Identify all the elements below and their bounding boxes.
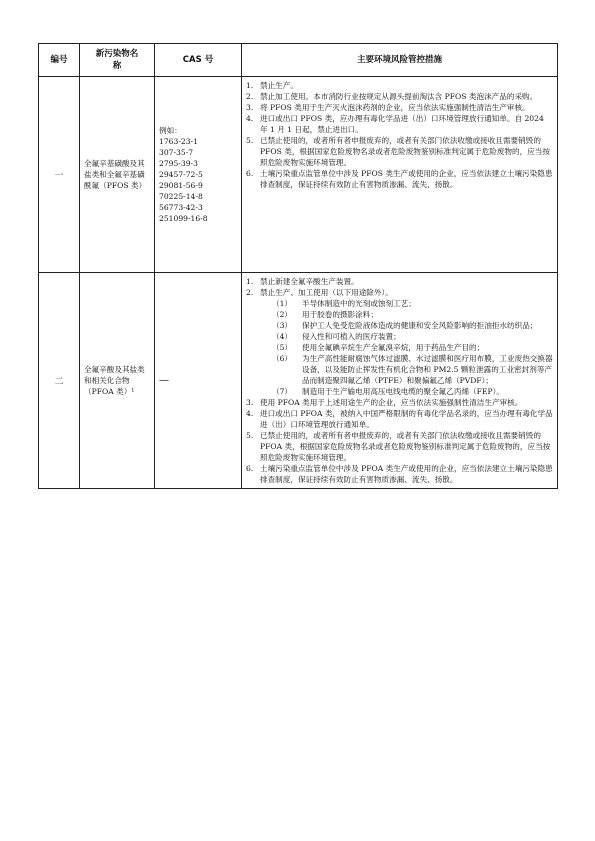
item-text: 禁止生产、加工使用（以下用途除外）。 [260, 288, 393, 297]
item-text: 将 PFOS 类用于生产灭火泡沫药剂的企业，应当依法实施强制性清洁生产审核。 [260, 103, 530, 112]
sub-list-item [260, 298, 553, 309]
measures-list [246, 276, 553, 485]
sub-item-text: 用于胶卷的摄影涂料； [302, 310, 378, 319]
cas-number: 2795-39-3 [159, 159, 198, 168]
item-number: 4. [246, 409, 254, 418]
list-item [246, 430, 553, 463]
item-number: 1. [246, 277, 254, 286]
item-number: 2. [246, 288, 254, 297]
risk-control-table [38, 43, 558, 489]
cas-number: 29081-56-9 [159, 181, 203, 190]
pollutant-name: 全氟辛基磺酸及其盐类和全氟辛基磺酰氟（PFOS 类） [80, 77, 155, 273]
measures-cell [242, 77, 558, 273]
cas-number: 1763-23-1 [159, 137, 198, 146]
exemption-list [260, 298, 553, 397]
item-number: 1. [246, 81, 254, 90]
sub-list-item [260, 331, 553, 342]
measures-list [246, 80, 553, 190]
row-number: 一 [39, 77, 80, 273]
list-item [246, 397, 553, 408]
list-item [246, 168, 553, 190]
sub-list-item [260, 353, 553, 386]
table-row [39, 77, 558, 273]
table-row [39, 273, 558, 489]
item-text: 进口或出口 PFOS 类，应办理有毒化学品进（出）口环境管理放行通知单。自 2024 年 1 月 1 日起，禁止进出口。 [260, 114, 544, 134]
sub-item-text: 为生产高性能耐腐蚀气体过滤膜、水过滤膜和医疗用布膜，工业废热交换器设备，以及能防止挥发性有机化合物和 PM2.5 颗粒泄露的工业密封剂等产品而制造聚四氟乙烯（PTFE）和聚偏氟乙烯（PVDF）； [302, 354, 553, 385]
list-item [246, 80, 553, 91]
item-number: 3. [246, 398, 254, 407]
item-number: 2. [246, 92, 254, 101]
list-item [246, 102, 553, 113]
sub-item-text: 制造用于生产输电用高压电线电缆的聚全氟乙丙烯（FEP）。 [302, 387, 504, 396]
item-number: 6. [246, 464, 254, 473]
cas-intro: 例如： [159, 126, 182, 135]
header-name-text: 新污染物名称 [95, 49, 139, 71]
item-text: 已禁止使用的，或者所有者申报废弃的，或者有关部门依法收缴或接收且需要销毁的 PFOS 类，根据国家危险废物名录或者危险废物鉴别标准判定属于危险废物的，应当按照危险废物实施环境管理。 [260, 136, 550, 167]
cas-number: 70225-14-8 [159, 192, 203, 201]
table-header-row [39, 44, 558, 77]
cas-number: 56773-42-3 [159, 203, 203, 212]
sub-item-number: （2） [272, 310, 293, 319]
item-text: 使用 PFOA 类用于上述用途生产的企业，应当依法实施强制性清洁生产审核。 [260, 398, 523, 407]
sub-item-number: （3） [272, 321, 293, 330]
item-text: 禁止新建全氟辛酸生产装置。 [260, 277, 359, 286]
cas-number: 307-35-7 [159, 148, 194, 157]
cas-cell [155, 273, 242, 489]
item-text: 土壤污染重点监管单位中涉及 PFOS 类生产或使用的企业，应当依法建立土壤污染隐患排查制度，保证持续有效防止有害物质渗漏、流失、扬散。 [260, 169, 553, 189]
sub-list-item [260, 386, 553, 397]
sub-item-text: 半导体制造中的光刻或蚀刻工艺； [302, 299, 416, 308]
sub-item-number: （1） [272, 299, 293, 308]
item-text: 禁止加工使用。本市消防行业按规定从源头提前淘汰含 PFOS 类泡沫产品的采购。 [260, 92, 538, 101]
item-number: 6. [246, 169, 254, 178]
sub-list-item [260, 342, 553, 353]
cas-list [159, 136, 237, 224]
cas-cell [155, 77, 242, 273]
item-text: 土壤污染重点监管单位中涉及 PFOA 类生产或使用的企业，应当依法建立土壤污染隐患排查制度，保证持续有效防止有害物质渗漏、流失、扬散。 [260, 464, 553, 484]
sub-item-number: （5） [272, 343, 293, 352]
cas-number: 29457-72-5 [159, 170, 203, 179]
sub-list-item [260, 320, 553, 331]
sub-item-number: （4） [272, 332, 293, 341]
list-item [246, 463, 553, 485]
header-name [80, 44, 155, 77]
list-item [246, 91, 553, 102]
item-number: 4. [246, 114, 254, 123]
list-item [246, 287, 553, 397]
sub-item-text: 保护工人免受危险液体造成的健康和安全风险影响的拒油拒水纺织品； [302, 321, 538, 330]
header-cas: CAS 号 [155, 44, 242, 77]
sub-item-number: （6） [272, 354, 293, 363]
list-item [246, 408, 553, 430]
pollutant-name: 全氟辛酸及其盐类和相关化合物（PFOA 类）¹ [80, 273, 155, 489]
cas-empty-dash: — [159, 375, 169, 386]
item-text: 禁止生产。 [260, 81, 298, 90]
item-number: 5. [246, 136, 254, 145]
sub-item-text: 侵入性和可植入的医疗装置； [302, 332, 401, 341]
sub-item-text: 使用全氟碘辛烷生产全氟溴辛烷，用于药品生产目的； [302, 343, 485, 352]
item-text: 已禁止使用的，或者所有者申报废弃的，或者有关部门依法收缴或接收且需要销毁的 PFOA 类，根据国家危险废物名录或者危险废物鉴别标准判定属于危险废物的，应当按照危险废物实施环境管理。 [260, 431, 551, 462]
list-item [246, 135, 553, 168]
item-text: 进口或出口 PFOA 类，被纳入中国严格限制的有毒化学品名录的，应当办理有毒化学品进（出）口环境管理放行通知单。 [260, 409, 553, 429]
item-number: 3. [246, 103, 254, 112]
sub-list-item [260, 309, 553, 320]
list-item [246, 276, 553, 287]
list-item [246, 113, 553, 135]
header-no: 编号 [39, 44, 80, 77]
cas-number: 251099-16-8 [159, 214, 208, 223]
item-number: 5. [246, 431, 254, 440]
sub-item-number: （7） [272, 387, 293, 396]
measures-cell [242, 273, 558, 489]
row-number: 二 [39, 273, 80, 489]
header-measures: 主要环境风险管控措施 [242, 44, 558, 77]
